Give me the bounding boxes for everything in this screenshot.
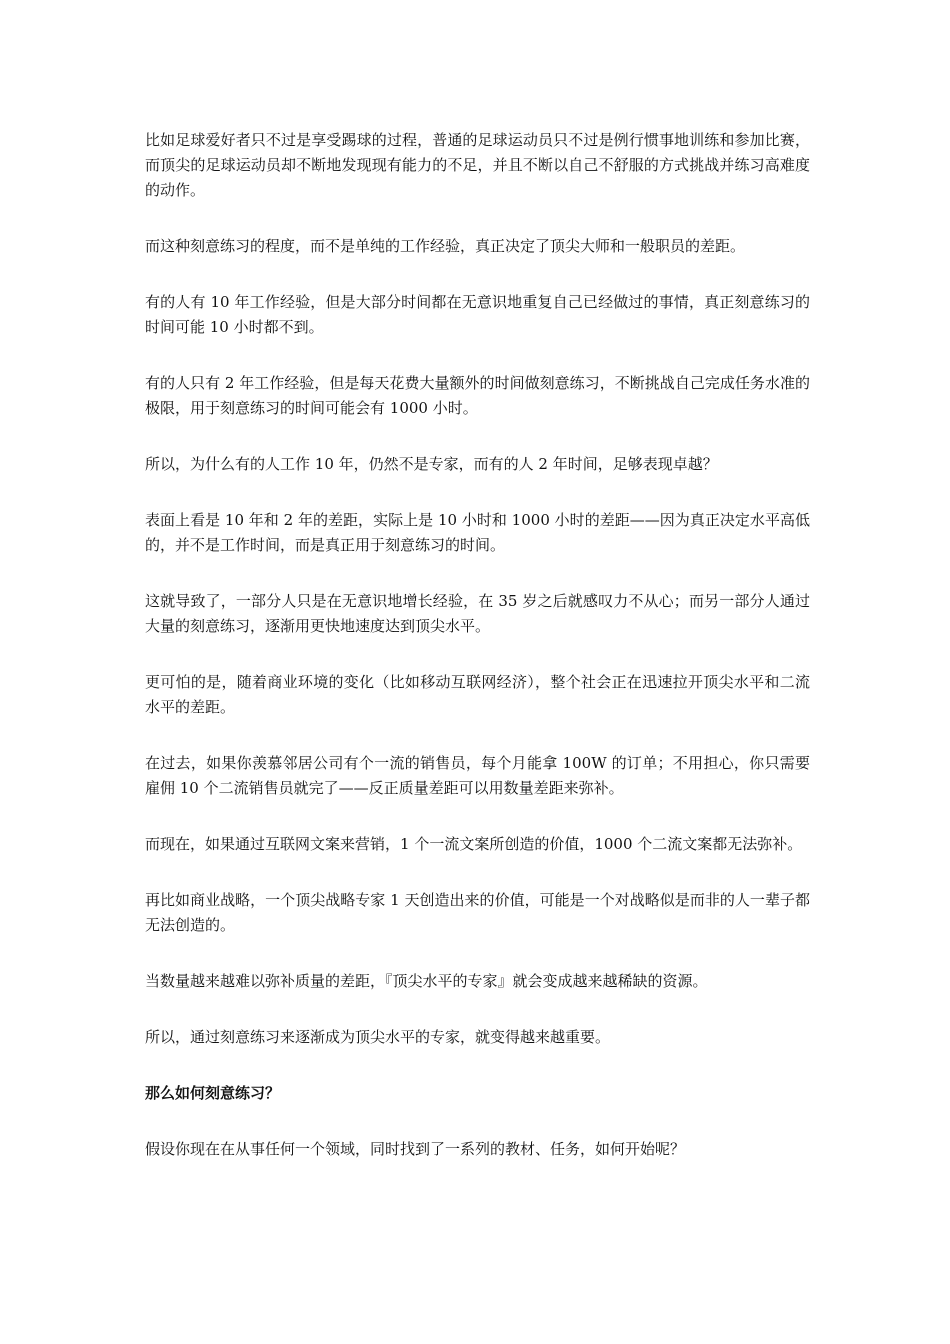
paragraph-8: 更可怕的是，随着商业环境的变化（比如移动互联网经济），整个社会正在迅速拉开顶尖水平和二流水平的差距。 xyxy=(145,673,810,716)
paragraph-11: 再比如商业战略，一个顶尖战略专家 1 天创造出来的价值，可能是一个对战略似是而非的人一辈子都无法创造的。 xyxy=(145,891,810,934)
paragraph-10: 而现在，如果通过互联网文案来营销，1 个一流文案所创造的价值，1000 个二流文案都无法弥补。 xyxy=(145,835,803,853)
paragraph-3: 有的人有 10 年工作经验，但是大部分时间都在无意识地重复自己已经做过的事情，真正刻意练习的时间可能 10 小时都不到。 xyxy=(145,293,810,336)
paragraph-5: 所以，为什么有的人工作 10 年，仍然不是专家，而有的人 2 年时间，足够表现卓越？ xyxy=(145,455,718,473)
paragraph-9: 在过去，如果你羡慕邻居公司有个一流的销售员，每个月能拿 100W 的订单；不用担心，你只需要雇佣 10 个二流销售员就完了——反正质量差距可以用数量差距来弥补。 xyxy=(145,754,810,797)
paragraph-13: 所以，通过刻意练习来逐渐成为顶尖水平的专家，就变得越来越重要。 xyxy=(145,1028,611,1046)
paragraph-7: 这就导致了，一部分人只是在无意识地增长经验，在 35 岁之后就感叹力不从心；而另一部分人通过大量的刻意练习，逐渐用更快地速度达到顶尖水平。 xyxy=(145,592,810,635)
paragraph-4: 有的人只有 2 年工作经验，但是每天花费大量额外的时间做刻意练习，不断挑战自己完成任务水准的极限，用于刻意练习的时间可能会有 1000 小时。 xyxy=(145,374,810,417)
paragraph-2: 而这种刻意练习的程度，而不是单纯的工作经验，真正决定了顶尖大师和一般职员的差距。 xyxy=(145,237,746,255)
paragraph-1: 比如足球爱好者只不过是享受踢球的过程，普通的足球运动员只不过是例行惯事地训练和参加比赛，而顶尖的足球运动员却不断地发现现有能力的不足，并且不断以自己不舒服的方式挑战并练习高难度的动作。 xyxy=(145,131,810,199)
section-heading: 那么如何刻意练习？ xyxy=(145,1084,281,1102)
closing-paragraph: 假设你现在在从事任何一个领域，同时找到了一系列的教材、任务，如何开始呢？ xyxy=(145,1140,686,1158)
paragraph-6: 表面上看是 10 年和 2 年的差距，实际上是 10 小时和 1000 小时的差距——因为真正决定水平高低的，并不是工作时间，而是真正用于刻意练习的时间。 xyxy=(145,511,810,554)
paragraph-12: 当数量越来越难以弥补质量的差距，『顶尖水平的专家』就会变成越来越稀缺的资源。 xyxy=(145,972,708,990)
document-body xyxy=(145,128,810,1193)
